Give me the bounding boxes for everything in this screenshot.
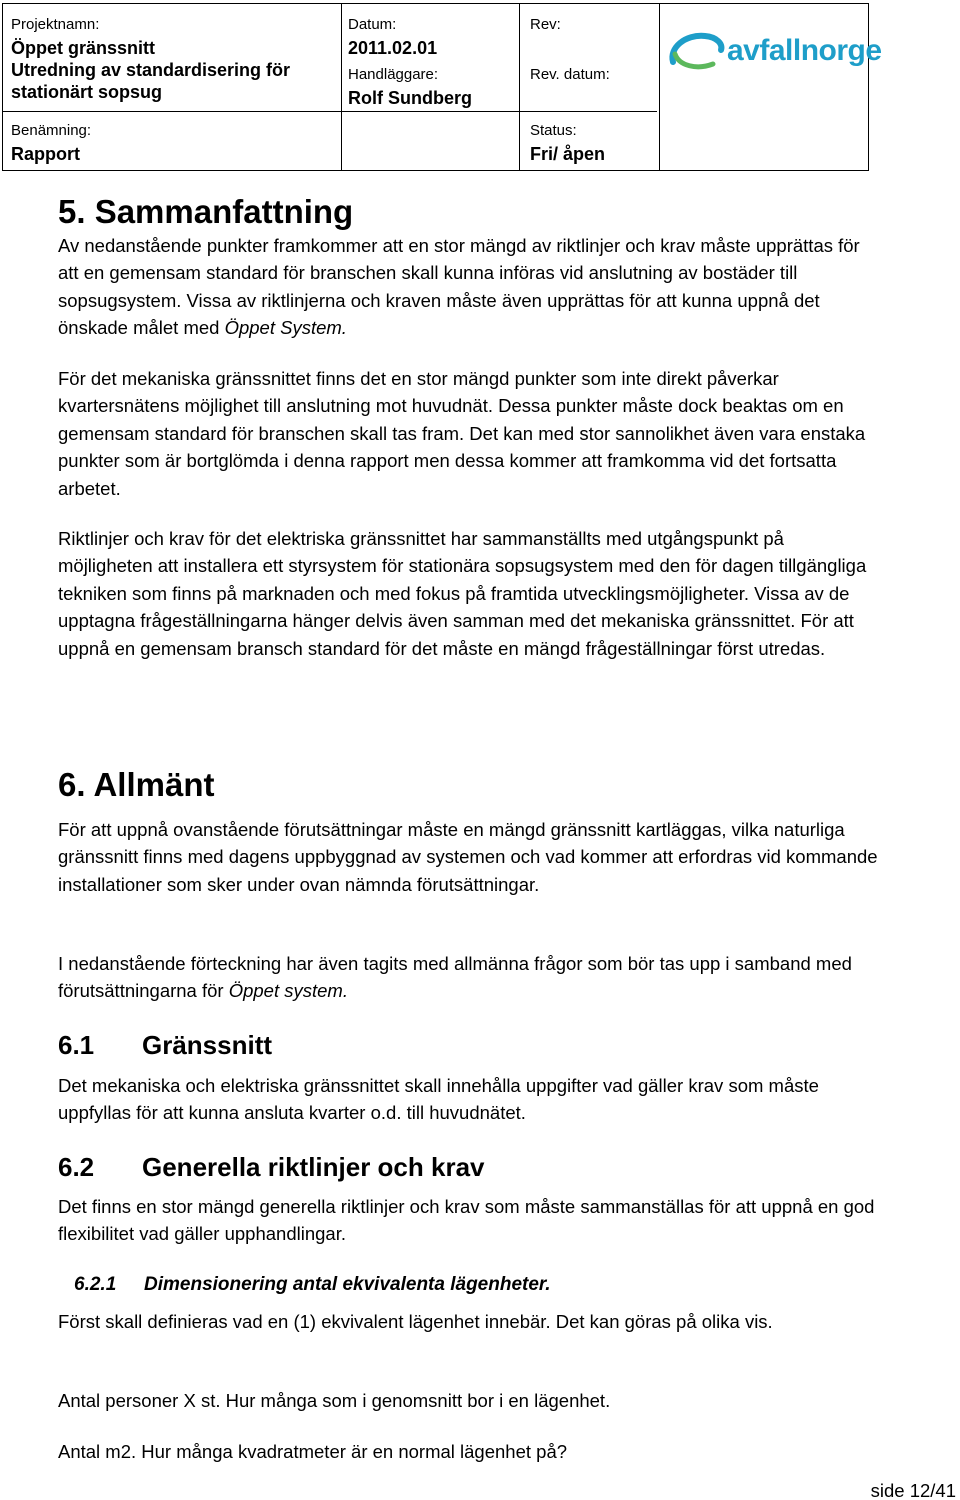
section-5-paragraph-2: För det mekaniska gränssnittet finns det en stor mängd punkter som inte direkt påverkar kvartersnätens möjlighet till anslutning mot huvudnät. Dessa punkter måste dock beaktas om en gemensam standard för branschen skall tas fram. Det kan med stor sannolikhet även vara enstaka punkter som är bortglömda i denna rapport men dessa kommer att framkomma vid det fortsatta arbetet. (58, 368, 866, 499)
naming-cell (11, 122, 91, 165)
status-cell (530, 122, 605, 165)
date-cell (348, 16, 472, 109)
status-value: Fri/ åpen (530, 144, 606, 164)
header-divider (341, 4, 342, 170)
section-6-2-1-paragraph-1: Först skall definieras vad en (1) ekvivalent lägenhet innebär. Det kan göras på olika vis. (58, 1311, 773, 1332)
section-6-1-paragraph: Det mekaniska och elektriska gränssnittet skall innehålla uppgifter vad gäller krav som måste uppfyllas för att kunna ansluta kvarter o.d. till huvudnätet. (58, 1075, 819, 1124)
project-label: Projektnamn: (11, 16, 100, 33)
logo (667, 26, 882, 86)
rev-label: Rev: (530, 16, 561, 33)
status-label: Status: (530, 122, 577, 139)
date-label: Datum: (348, 16, 397, 33)
section-6-paragraph-1: För att uppnå ovanstående förutsättningar måste en mängd gränssnitt kartläggas, vilka naturliga gränssnitt finns med dagens uppbyggnad av systemen och vad kommer att erfordras vid kommande installationer som sker under ovan nämnda förutsättningar. (58, 819, 878, 895)
rev-value (530, 37, 610, 59)
section-6-2-heading (58, 1152, 485, 1182)
section-6-1-number: 6.1 (58, 1030, 95, 1060)
section-6-2-1-number: 6.2.1 (74, 1274, 117, 1295)
section-6-2-1-paragraph-2: Antal personer X st. Hur många som i genomsnitt bor i en lägenhet. (58, 1390, 611, 1411)
section-6-1-title: Gränssnitt (142, 1030, 273, 1060)
section-6-paragraph-2-italic: Öppet system. (228, 980, 348, 1002)
section-6-1-heading (58, 1030, 272, 1060)
header-divider (3, 111, 657, 112)
project-desc-line2: stationärt sopsug (11, 82, 163, 102)
section-6-2-title: Generella riktlinjer och krav (142, 1152, 485, 1182)
section-6-2-1-heading (74, 1273, 551, 1297)
naming-label: Benämning: (11, 122, 92, 139)
revision-cell (530, 16, 610, 84)
handler-value: Rolf Sundberg (348, 88, 472, 108)
project-desc-line1: Utredning av standardisering för (11, 60, 291, 80)
rev-date-label: Rev. datum: (530, 66, 610, 83)
naming-value: Rapport (11, 144, 80, 164)
section-6-paragraph-2-text: I nedanstående förteckning har även tagits med allmänna frågor som bör tas upp i samband med förutsättningarna för (58, 953, 852, 1002)
header-divider (519, 4, 520, 170)
section-5-paragraph-1-italic: Öppet System. (224, 317, 347, 339)
section-5-heading: 5. Sammanfattning (58, 193, 354, 230)
section-5-paragraph-1-text: Av nedanstående punkter framkommer att en stor mängd av riktlinjer och krav måste upprättas för att en gemensam standard för branschen skall kunna införas vid anslutning av bostäder till sopsugsystem. Vissa av riktlinjerna och kraven måste även upprättas för att kunna uppnå det önskade målet med (58, 235, 860, 339)
logo-wordmark: avfallnorge (727, 34, 882, 67)
section-6-2-1-paragraph-3: Antal m2. Hur många kvadratmeter är en normal lägenhet på? (58, 1441, 568, 1462)
section-6-2-paragraph: Det finns en stor mängd generella riktlinjer och krav som måste sammanställas för att uppnå en god flexibilitet vad gäller upphandlingar. (58, 1196, 875, 1245)
section-5-paragraph-3: Riktlinjer och krav för det elektriska gränssnittet har sammanställts med utgångspunkt på möjligheten att installera ett styrsystem för stationära sopsugsystem med den för dagen tillgängliga tekniken som finns på marknaden och med fokus på framtida utvecklingsmöjligheter. Vissa av de upptagna frågeställningarna hänger delvis även samman med det mekaniska gränssnittet. För att uppnå en gemensam bransch standard för det måste en mängd frågeställningar först utredas. (58, 528, 867, 659)
date-value: 2011.02.01 (348, 38, 438, 58)
page-number: side 12/41 (870, 1480, 956, 1500)
section-6-2-number: 6.2 (58, 1152, 95, 1182)
project-name: Öppet gränssnitt (11, 38, 156, 58)
section-5-paragraph-1 (58, 232, 878, 342)
section-6-2-1-title: Dimensionering antal ekvivalenta lägenheter. (144, 1274, 551, 1295)
handler-label: Handläggare: (348, 66, 439, 83)
section-6-heading: 6. Allmänt (58, 766, 215, 803)
project-cell (11, 16, 290, 103)
header-divider (659, 4, 660, 170)
document-header (2, 3, 882, 171)
section-6-paragraph-2 (58, 950, 878, 1005)
